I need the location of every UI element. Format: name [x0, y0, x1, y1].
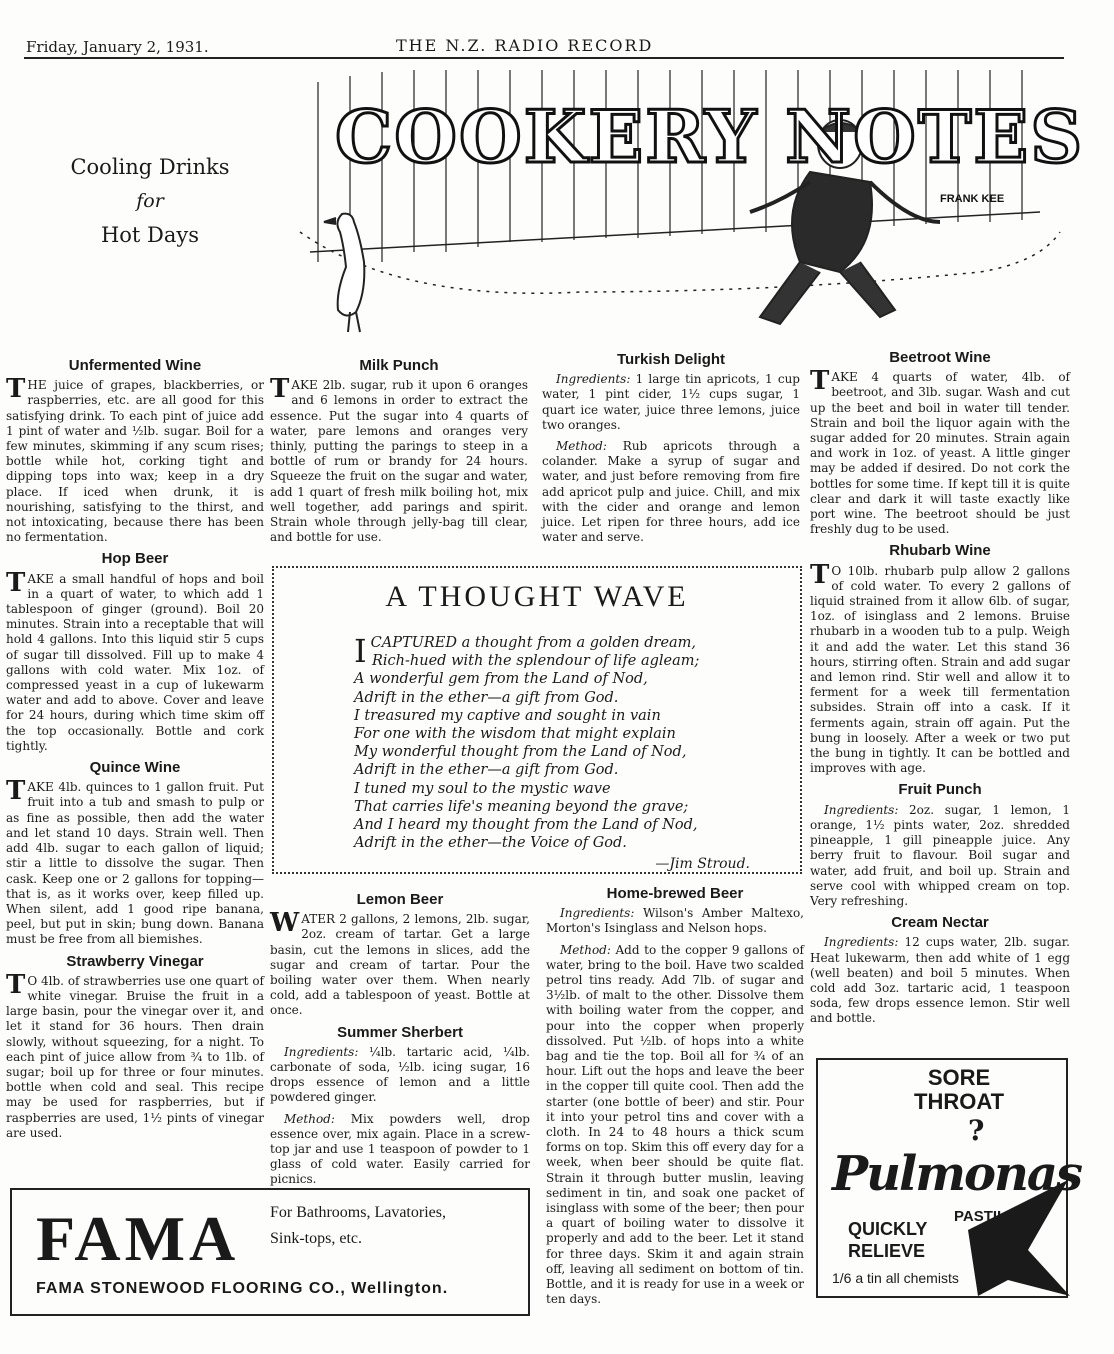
question-mark: ? — [968, 1114, 985, 1147]
poem-author: —Jim Stroud. — [655, 856, 750, 873]
artist-signature: FRANK KEE — [940, 193, 1005, 205]
recipe-ingredients-home-brewed-beer: Ingredients: Wilson's Amber Maltexo, Morton's Isinglass and Nelson hops. — [546, 906, 804, 936]
recipe-text-beetroot-wine: TAKE 4 quarts of water, 4lb. of beetroot, and 3lb. sugar. Wash and cut up the beet and boil in water till tender. Strain and boil the liquor again with the sugar added for 20 minutes. Strain again and work in 1oz. of yeast. A little ginger may be added if desired. Do not cork the bottles for some time. If kept till it is quite clear and dark it will taste exactly like port wine. The beetroot should be just freshly dug to be used. — [810, 366, 1070, 537]
recipe-ingredients-summer-sherbert: Ingredients: ¼lb. tartaric acid, ¼lb. carbonate of soda, ½lb. icing sugar, 16 drops essence of lemon and a little powdered ginger. — [270, 1044, 530, 1105]
recipe-text-quince-wine: TAKE 4lb. quinces to 1 gallon fruit. Put fruit into a tub and smash to pulp or as fine as possible, then add the water and let stand 10 days. Strain well. Then add 4lb. sugar to each gallon of liquid; stir a little to dissolve the sugar. Then cask. Keep one or 2 gallons for topping—that is, as it works over, keep filled up. When silent, add 1 good ripe banana, peel, but put in skin; bung down. Banana must be free from all biemishes. — [6, 776, 264, 947]
pulmonas-brand: Pulmonas — [832, 1146, 1082, 1202]
poem-line: Rich-hued with the splendour of life agleam; — [372, 653, 700, 670]
poem-line: I tuned my soul to the mystic wave — [354, 780, 611, 797]
recipe-text-hop-beer: TAKE a small handful of hops and boil in a quart of water, to which add 1 tablespoon of ginger (ground). Boil 20 minutes. Strain into a receptable that will hold 4 gallons. Into this liquid stir 5 cups of sugar till dissolved. Fill up to make 4 gallons with cold water. Mix 1oz. of compressed yeast in a cup of lukewarm water and add to above. Cover and leave for 24 hours, during which time skim off the top occasionally. Bottle and cork tightly. — [6, 567, 264, 753]
recipe-title-hop-beer: Hop Beer — [101, 550, 169, 568]
banner-illustration — [280, 62, 1080, 352]
recipe-title-unfermented-wine: Unfermented Wine — [68, 357, 202, 374]
recipe-method-turkish-delight: Method: Rub apricots through a colander. Make a syrup of sugar and water, and just before removing from fire add apricot pulp and juice. Chill, and mix with the cider and orange and lemon juice. Let ripen for three hours, add ice water and serve. — [542, 439, 800, 545]
fama-brand: FAMA — [36, 1203, 240, 1274]
recipe-text-strawberry-vinegar: T O 4lb. of strawberries use one quart of white vinegar. Bruise the fruit in a large basin, pour the vinegar over it, and let it stand for 36 hours. Then drain slowly, without squeezing, for a night. To each pint of juice allow from ¾ to 1lb. of sugar; boil up for three or four minutes. bottle when cold and seal. This recipe may be used for raspberries, but if raspberries are used, 1½ pints of vinegar are used. — [6, 969, 264, 1140]
banner-title: COOKERY NOTES — [335, 94, 1080, 179]
poem-line: I treasured my captive and sought in vain — [354, 707, 661, 724]
recipe-text-rhubarb-wine: T O 10lb. rhubarb pulp allow 2 gallons of cold water. To every 2 gallons of liquid strained from it allow 6lb. of sugar, 1oz. of isinglass and 2 lemons. Bruise rhubarb in a wooden tub to a pulp. Weigh it and add the water. Let this stand 36 hours, stirring often. Strain and add sugar and lemon rind. Stir well and allow it to ferment for a week till fermentation subsides. Strain off into a cask. If it ferments again, strain off again. Put the bung in loosely. After a week or two put the bung in tightly. It can be bottled and improves with age. — [810, 559, 1070, 776]
recipe-title-home-brewed-beer: Home-brewed Beer — [606, 885, 744, 902]
pulmonas-headline: SORE THROAT — [914, 1065, 1005, 1114]
recipe-ingredients-fruit-punch: Ingredients: 2oz. sugar, 1 lemon, 1 orange, 1½ pints water, 2oz. shredded pineapple, 1 gill pineapple juice. Any berry fruit to flavour. Boil sugar and water, add fruit, and boil up. Strain and serve cool with whipped cream on top. Very refreshing. — [810, 802, 1070, 908]
fama-advert — [10, 1188, 530, 1316]
poem-line: Adrift in the ether—the Voice of God. — [354, 835, 627, 852]
pulmonas-price: 1/6 a tin all chemists — [832, 1270, 959, 1286]
fama-tagline: For Bathrooms, Lavatories, Sink-tops, etc. — [270, 1204, 446, 1247]
poem-line: And I heard my thought from the Land of Nod, — [354, 817, 698, 834]
recipe-text-unfermented-wine: THE juice of grapes, blackberries, or raspberries, etc. are all good for this satisfying drink. To each pint of juice add 1 pint of water and ½lb. sugar. Boil for a few minutes, skimming if any scum rises; bottle while hot, corking tight and dipping tops into wax; keep in a dry place. If iced when drunk, it is nourishing, satisfying to the thirst, and not intoxicating, because there has been no fermentation. — [6, 374, 264, 545]
column-1 — [6, 352, 264, 1147]
poem-line: That carries life's meaning beyond the grave; — [354, 798, 689, 815]
recipe-title-quince-wine: Quince Wine — [89, 759, 181, 777]
publication-title: THE N.Z. RADIO RECORD — [396, 36, 654, 55]
pulmonas-pastilles: PASTILLES — [954, 1208, 1036, 1225]
poem-line: My wonderful thought from the Land of Nod, — [354, 744, 687, 761]
recipe-title-beetroot-wine: Beetroot Wine — [889, 349, 991, 366]
poem-line: Adrift in the ether—a gift from God. — [354, 762, 619, 779]
issue-date: Friday, January 2, 1931. — [26, 38, 209, 56]
cookery-notes-banner — [280, 62, 1080, 352]
recipe-title-lemon-beer: Lemon Beer — [356, 891, 444, 908]
pulmonas-advert — [816, 1058, 1082, 1298]
recipe-method-summer-sherbert: Method: Mix powders well, drop essence over, mix again. Place in a screw-top jar and use 1 teaspoon of powder to 1 glass of cold water. Easily carried for picnics. — [270, 1111, 530, 1187]
intro-line-3: Hot Days — [100, 223, 200, 247]
fama-company: FAMA STONEWOOD FLOORING CO., Wellington. — [36, 1280, 449, 1297]
recipe-title-milk-punch: Milk Punch — [359, 357, 439, 374]
recipe-ingredients-turkish-delight: Ingredients: 1 large tin apricots, 1 cup water, 1 pint cider, 1½ cups sugar, 1 quart ice water, juice three lemons, juice two oranges. — [542, 372, 800, 432]
recipe-text-lemon-beer: WATER 2 gallons, 2 lemons, 2lb. sugar, 2oz. cream of tartar. Get a large basin, cut the lemons in slices, add the sugar and cream of tartar. Pour the boiling water over them. When nearly cold, add a tablespoon of yeast. Bottle at once. — [270, 908, 530, 1018]
column-3 — [542, 346, 800, 551]
recipe-title-cream-nectar: Cream Nectar — [891, 914, 989, 932]
poem-line: ICAPTURED a thought from a golden dream, — [354, 632, 697, 670]
poem-line: Adrift in the ether—a gift from God. — [354, 689, 619, 706]
recipe-ingredients-cream-nectar: Ingredients: 12 cups water, 2lb. sugar. Heat lukewarm, then add white of 1 egg (well beaten) and boil 5 minutes. When cold add 3oz. tartaric acid, 1 teaspoon soda, few drops essence lemon. Stir well and bottle. — [810, 935, 1070, 1026]
intro-line-2: for — [136, 190, 164, 212]
poem-line: For one with the wisdom that might explain — [354, 726, 676, 743]
recipe-title-strawberry-vinegar: Strawberry Vinegar — [66, 952, 204, 970]
recipe-method-home-brewed-beer: Method: Add to the copper 9 gallons of water, bring to the boil. Have two scalded petrol tins ready. Add 7lb. of sugar and 3½lb. of malt to the other. Dissolve them with boiling water from the copper, and pour into the copper when properly dissolved. Put ½lb. of hops into a white bag and tie the top. Boil all for ¾ of an hour. Lift out the hops and leave the beer in the copper till quite cool. Then add the starter (one bottle of beer) and stir. Pour it into your petrol tins and cover with a cloth. In 24 to 48 hours a thick scum forms on top. Skim this off every day for a week, when beer should be quite flat. Strain it through butter muslin, leaving sediment in tin, and soak one packet of isinglass with some of the beer; then pour a quart of boiling water to dissolve it properly and add to the beer. Let it stand for three days. Skim it and again strain off, leaving all sediment on bottom of tin. Bottle, and it is ready for use in a week or ten days. — [546, 942, 804, 1307]
recipe-title-fruit-punch: Fruit Punch — [898, 781, 982, 799]
poem-line: A wonderful gem from the Land of Nod, — [354, 671, 648, 688]
recipe-text-milk-punch: TAKE 2lb. sugar, rub it upon 6 oranges and 6 lemons in order to extract the essence. Put the sugar into 4 quarts of water, pare lemons and oranges very thinly, putting the parings to steep in a bottle of rum or brandy for 24 hours. Squeeze the fruit on the sugar and water, add 1 quart of fresh milk boiling hot, mix well together, add parings and spirit. Strain whole through jelly-bag till clear, and bottle for use. — [270, 374, 528, 545]
section-intro — [40, 150, 260, 252]
recipe-title-rhubarb-wine: Rhubarb Wine — [889, 542, 991, 560]
poem-box — [272, 566, 802, 874]
poem-title: A THOUGHT WAVE — [385, 580, 689, 613]
recipe-title-summer-sherbert: Summer Sherbert — [337, 1023, 463, 1041]
column-4 — [810, 344, 1070, 1033]
pulmonas-claim: QUICKLY RELIEVE — [848, 1219, 928, 1261]
column-3-lower — [546, 880, 804, 1313]
column-2 — [270, 352, 528, 551]
intro-line-1: Cooling Drinks — [70, 155, 230, 179]
recipe-title-turkish-delight: Turkish Delight — [616, 351, 726, 368]
header-rule — [24, 57, 1064, 59]
column-2-lower — [270, 886, 530, 1194]
